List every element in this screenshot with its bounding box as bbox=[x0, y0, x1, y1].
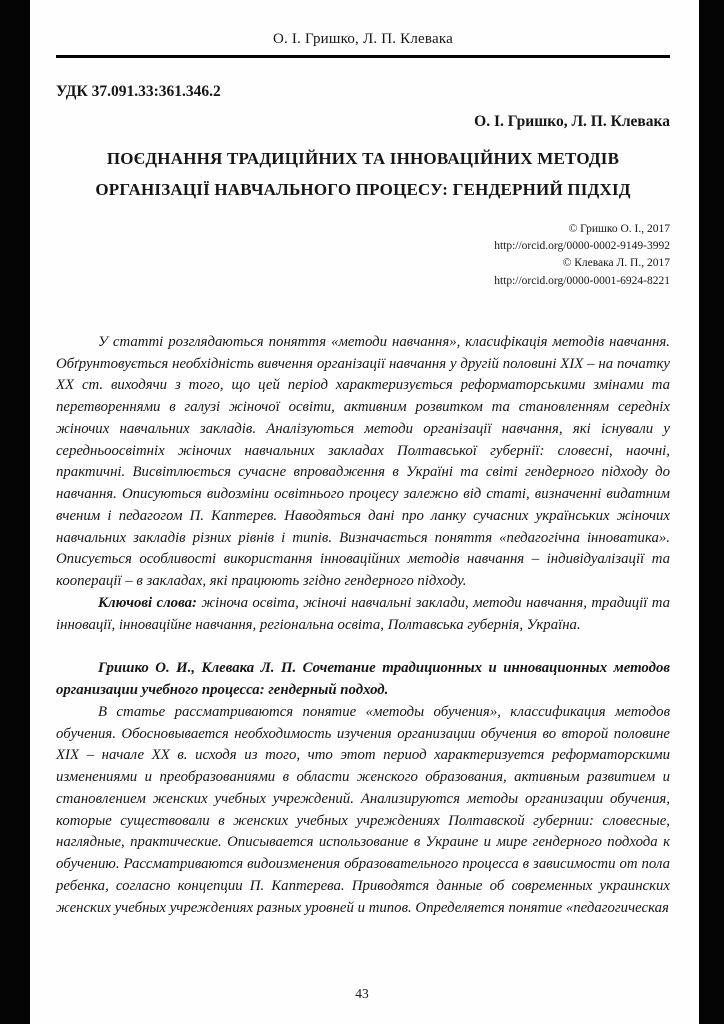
article-title bbox=[56, 144, 670, 206]
page-number: 43 bbox=[355, 986, 369, 1001]
keywords-paragraph bbox=[56, 593, 670, 637]
orcid-url-grishko: http://orcid.org/0000-0002-9149-3992 bbox=[494, 240, 670, 253]
abstract-ru-text: В статье рассматриваются понятие «методы обучения», классификация методов обучения. Обосновывается необходимость изучения организации обучения во второй половине XIX – начале XX в. исходя из того, что этот период характеризуется реформаторскими изменениями и преобразованиями в области женского образования, активным развитием и становлением женских учебных учреждений. Анализируются методы организации обучения, которые существовали в женских учебных учреждениях Полтавской губернии: словесные, наглядные, практические. Описывается использование в Украине и мире гендерного подхода к обучению. Рассматриваются видоизменения образовательного процесса в зависимости от пола ребенка, согласно концепции П. Каптерева. Приводятся данные об современных украинских женских учебных учреждениях разных уровней и типов. Определяется понятие «педагогическая bbox=[56, 703, 670, 916]
copyright-entry-klevaka: © Клевака Л. П., 2017 bbox=[562, 257, 670, 270]
scan-border-left bbox=[0, 0, 30, 1024]
abstract-ua-section bbox=[56, 332, 670, 637]
running-header-authors: О. І. Гришко, Л. П. Клевака bbox=[273, 31, 453, 47]
abstract-ua-text: У статті розглядаються поняття «методи навчання», класифікація методів навчання. Обґрунтовується необхідність вивчення організації навчання у другій половині XIX – на початку XX ст. виходячи з того, що цей період характеризується реформаторськими змінами та перетвореннями в галузі жіночої освіти, активним розвитком та становленням середніх жіночих навчальних закладів. Аналізуються методи організації навчання, які існували у середньоосвітніх жіночих навчальних закладах Полтавської губернії: словесні, наочні, практичні. Висвітлюється сучасне впровадження в Україні та світі гендерного підходу до навчання. Описуються видозміни освітнього процесу залежно від статі, визначенні видатним вченим і педагогом П. Каптерев. Наводяться дані про ланку сучасних українських жіночих навчальних закладів різних рівнів і типів. Визначається поняття «педагогічна інноватика». Описується особливості використання інноваційних методів навчання – індивідуалізації та кооперації – в закладах, які працюють згідно гендерного підходу. bbox=[56, 333, 670, 590]
article-title-line-2: ОРГАНІЗАЦІЇ НАВЧАЛЬНОГО ПРОЦЕСУ: ГЕНДЕРНИЙ ПІДХІД bbox=[95, 179, 631, 199]
article-title-line-1: ПОЄДНАННЯ ТРАДИЦІЙНИХ ТА ІННОВАЦІЙНИХ МЕТОДІВ bbox=[106, 149, 620, 168]
scan-border-right bbox=[699, 0, 724, 1024]
keywords-label: Ключові слова: bbox=[98, 594, 197, 611]
keywords-text: жіноча освіта, жіночі навчальні заклади, методи навчання, традиції та інновації, інноваційне навчання, регіональна освіта, Полтавська губернія, Україна. bbox=[56, 594, 671, 633]
orcid-url-klevaka: http://orcid.org/0000-0001-6924-8221 bbox=[494, 274, 670, 287]
copyright-block bbox=[56, 221, 670, 290]
page-content bbox=[56, 0, 670, 919]
header-rule bbox=[56, 55, 670, 58]
authors-byline: О. І. Гришко, Л. П. Клевака bbox=[474, 113, 670, 130]
ru-citation-heading: Гришко О. И., Клевака Л. П. Сочетание традиционных и инновационных методов организации учебного процесса: гендерный подход. bbox=[56, 660, 670, 699]
abstract-ru-section bbox=[56, 658, 670, 919]
udc-code: УДК 37.091.33:361.346.2 bbox=[56, 83, 221, 100]
copyright-entry-grishko: © Гришко О. І., 2017 bbox=[568, 222, 670, 235]
